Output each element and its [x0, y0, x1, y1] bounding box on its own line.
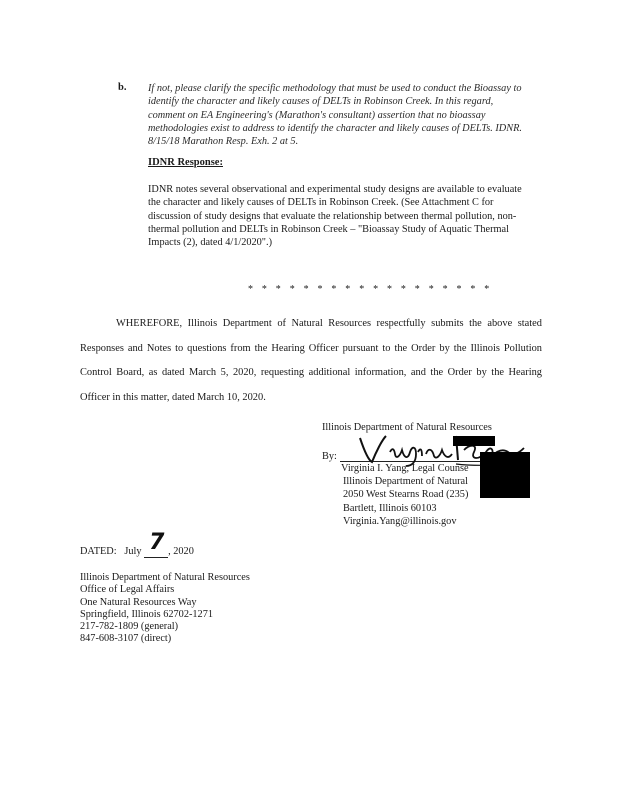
redaction-box: [480, 452, 530, 498]
signer-email: Virginia.Yang@illinois.gov: [343, 515, 457, 527]
signer-street: 2050 West Stearns Road (235): [343, 489, 469, 501]
dated-year: , 2020: [168, 546, 194, 557]
signer-department: Illinois Department of Natural: [343, 476, 468, 488]
address-line: 217-782-1809 (general): [80, 621, 179, 633]
address-line: 847-608-3107 (direct): [80, 633, 172, 645]
address-line: Office of Legal Affairs: [80, 584, 175, 596]
address-line: Springfield, Illinois 62702-1271: [80, 608, 213, 620]
signature-by-label: By:: [322, 451, 337, 462]
response-body: IDNR notes several observational and experimental study designs are available to evaluate the character and likely causes of DELTs in Robinson Creek. (See Attachment C for discussion of study designs that evaluate the relationship between thermal pollution, non-thermal pollution and DELTs in Robinson Creek – "Bioassay Study of Aquatic Thermal Impacts (2), dated 4/1/2020".): [148, 184, 522, 249]
address-line: One Natural Resources Way: [80, 596, 197, 608]
signer-name: Virginia I. Yang, Legal Counse: [341, 463, 469, 474]
redaction-box: [453, 436, 495, 446]
dated-day-blank: [144, 530, 168, 558]
office-address: [80, 572, 250, 646]
dated-month: July: [124, 546, 142, 557]
signature-organization: Illinois Department of Natural Resources: [322, 422, 492, 433]
section-divider: * * * * * * * * * * * * * * * * * *: [248, 284, 493, 295]
dated-line: [80, 530, 194, 558]
dated-label: DATED:: [80, 546, 117, 557]
wherefore-paragraph: WHEREFORE, Illinois Department of Natural Resources respectfully submits the above stated Responses and Notes to questions from the Hearing Officer pursuant to the Order by the Illinois Pollution Control Board, as dated March 5, 2020, requesting additional information, and the Order by the Hearing Officer in this matter, dated March 10, 2020.: [80, 318, 542, 403]
signer-city: Bartlett, Illinois 60103: [343, 502, 437, 514]
dated-day: 7: [149, 530, 165, 555]
response-heading: IDNR Response:: [148, 157, 223, 168]
question-text: If not, please clarify the specific methodology that must be used to conduct the Bioassay to identify the character and likely causes of DELTs in Robinson Creek. In this regard, comment on EA Engineering's (Marathon's consultant) assertion that no bioassay methodologies exist to address to identify the character and likely causes of DELTs. IDNR. 8/15/18 Marathon Resp. Exh. 2 at 5.: [148, 83, 522, 148]
signer-details: [341, 462, 469, 528]
address-line: Illinois Department of Natural Resources: [80, 572, 250, 583]
item-label: b.: [118, 82, 127, 93]
